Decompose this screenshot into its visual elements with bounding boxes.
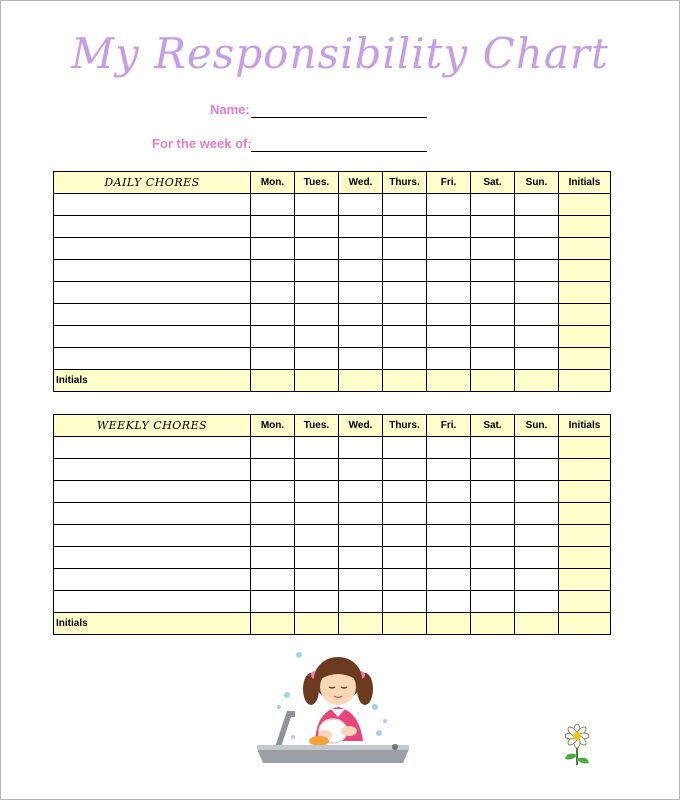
initials-cell[interactable] bbox=[559, 547, 611, 569]
day-header-sun: Sun. bbox=[515, 415, 559, 437]
bubble bbox=[277, 705, 281, 709]
initials-cell[interactable] bbox=[515, 613, 559, 635]
daily-footer-row bbox=[54, 370, 611, 392]
day-check-cell[interactable] bbox=[427, 525, 471, 547]
chore-name-cell[interactable] bbox=[54, 260, 251, 282]
initials-cell[interactable] bbox=[383, 370, 427, 392]
day-check-cell[interactable] bbox=[339, 238, 383, 260]
initials-cell[interactable] bbox=[515, 370, 559, 392]
day-check-cell[interactable] bbox=[295, 260, 339, 282]
initials-cell[interactable] bbox=[427, 370, 471, 392]
day-check-cell[interactable] bbox=[427, 304, 471, 326]
day-check-cell[interactable] bbox=[515, 547, 559, 569]
initials-cell[interactable] bbox=[383, 613, 427, 635]
bubble bbox=[291, 735, 295, 739]
day-check-cell[interactable] bbox=[471, 481, 515, 503]
chore-name-cell[interactable] bbox=[54, 591, 251, 613]
chore-row bbox=[54, 348, 611, 370]
chore-row bbox=[54, 260, 611, 282]
day-check-cell[interactable] bbox=[339, 282, 383, 304]
chore-row bbox=[54, 437, 611, 459]
day-check-cell[interactable] bbox=[383, 547, 427, 569]
day-check-cell[interactable] bbox=[251, 481, 295, 503]
day-check-cell[interactable] bbox=[515, 459, 559, 481]
day-check-cell[interactable] bbox=[251, 282, 295, 304]
initials-cell[interactable] bbox=[559, 238, 611, 260]
day-check-cell[interactable] bbox=[383, 525, 427, 547]
name-label: Name: bbox=[210, 102, 250, 117]
daily-chores-table bbox=[53, 171, 611, 392]
bubble bbox=[376, 730, 382, 736]
day-check-cell[interactable] bbox=[515, 282, 559, 304]
day-check-cell[interactable] bbox=[515, 569, 559, 591]
week-field[interactable] bbox=[251, 151, 427, 152]
day-check-cell[interactable] bbox=[339, 459, 383, 481]
day-check-cell[interactable] bbox=[427, 216, 471, 238]
day-check-cell[interactable] bbox=[515, 437, 559, 459]
day-check-cell[interactable] bbox=[251, 547, 295, 569]
day-header-sun: Sun. bbox=[515, 172, 559, 194]
day-check-cell[interactable] bbox=[427, 547, 471, 569]
page-title: My Responsibility Chart bbox=[71, 29, 609, 78]
day-check-cell[interactable] bbox=[295, 481, 339, 503]
day-check-cell[interactable] bbox=[515, 481, 559, 503]
chore-row bbox=[54, 591, 611, 613]
initials-cell[interactable] bbox=[559, 348, 611, 370]
day-header-sat: Sat. bbox=[471, 172, 515, 194]
chore-name-cell[interactable] bbox=[54, 282, 251, 304]
initials-cell[interactable] bbox=[559, 481, 611, 503]
daisy-flower-icon bbox=[559, 723, 595, 767]
leaf-right bbox=[577, 758, 589, 764]
chore-row bbox=[54, 481, 611, 503]
initials-cell[interactable] bbox=[559, 503, 611, 525]
initials-cell[interactable] bbox=[427, 613, 471, 635]
chore-name-cell[interactable] bbox=[54, 216, 251, 238]
day-check-cell[interactable] bbox=[427, 569, 471, 591]
day-check-cell[interactable] bbox=[383, 437, 427, 459]
day-check-cell[interactable] bbox=[515, 304, 559, 326]
initials-cell[interactable] bbox=[471, 613, 515, 635]
chore-row bbox=[54, 503, 611, 525]
day-check-cell[interactable] bbox=[339, 326, 383, 348]
day-check-cell[interactable] bbox=[515, 326, 559, 348]
initials-header: Initials bbox=[559, 172, 611, 194]
chore-name-cell[interactable] bbox=[54, 194, 251, 216]
chore-row bbox=[54, 547, 611, 569]
sink bbox=[257, 749, 409, 763]
weekly-chores-table bbox=[53, 414, 611, 635]
daily-initials-label: Initials bbox=[54, 370, 251, 392]
chore-name-cell[interactable] bbox=[54, 238, 251, 260]
day-check-cell[interactable] bbox=[515, 194, 559, 216]
day-check-cell[interactable] bbox=[471, 238, 515, 260]
daily-chores-header: DAILY CHORES bbox=[54, 172, 251, 194]
initials-cell[interactable] bbox=[295, 370, 339, 392]
sponge bbox=[309, 736, 329, 746]
day-check-cell[interactable] bbox=[339, 304, 383, 326]
initials-cell[interactable] bbox=[251, 613, 295, 635]
day-check-cell[interactable] bbox=[427, 348, 471, 370]
day-check-cell[interactable] bbox=[295, 547, 339, 569]
girl-washing-dishes-illustration bbox=[253, 649, 413, 767]
day-check-cell[interactable] bbox=[471, 569, 515, 591]
day-check-cell[interactable] bbox=[471, 547, 515, 569]
day-header-mon: Mon. bbox=[251, 415, 295, 437]
day-check-cell[interactable] bbox=[251, 503, 295, 525]
day-check-cell[interactable] bbox=[339, 525, 383, 547]
day-check-cell[interactable] bbox=[427, 238, 471, 260]
initials-cell[interactable] bbox=[295, 613, 339, 635]
day-check-cell[interactable] bbox=[251, 525, 295, 547]
chore-row bbox=[54, 194, 611, 216]
day-check-cell[interactable] bbox=[339, 591, 383, 613]
weekly-header-row bbox=[54, 415, 611, 437]
initials-cell[interactable] bbox=[559, 569, 611, 591]
day-check-cell[interactable] bbox=[515, 238, 559, 260]
day-check-cell[interactable] bbox=[339, 503, 383, 525]
day-check-cell[interactable] bbox=[515, 591, 559, 613]
weekly-chores-header: WEEKLY CHORES bbox=[54, 415, 251, 437]
flower-center bbox=[573, 732, 581, 740]
day-check-cell[interactable] bbox=[295, 348, 339, 370]
initials-cell[interactable] bbox=[471, 370, 515, 392]
day-check-cell[interactable] bbox=[471, 194, 515, 216]
day-check-cell[interactable] bbox=[295, 326, 339, 348]
chore-row bbox=[54, 282, 611, 304]
initials-header: Initials bbox=[559, 415, 611, 437]
initials-cell[interactable] bbox=[559, 459, 611, 481]
day-check-cell[interactable] bbox=[471, 304, 515, 326]
initials-cell[interactable] bbox=[559, 260, 611, 282]
day-check-cell[interactable] bbox=[251, 326, 295, 348]
daily-header-row bbox=[54, 172, 611, 194]
day-check-cell[interactable] bbox=[383, 459, 427, 481]
day-check-cell[interactable] bbox=[383, 348, 427, 370]
day-check-cell[interactable] bbox=[471, 525, 515, 547]
day-check-cell[interactable] bbox=[515, 525, 559, 547]
day-check-cell[interactable] bbox=[427, 260, 471, 282]
chore-row bbox=[54, 569, 611, 591]
week-label: For the week of: bbox=[152, 136, 252, 151]
day-check-cell[interactable] bbox=[427, 326, 471, 348]
day-check-cell[interactable] bbox=[251, 260, 295, 282]
day-check-cell[interactable] bbox=[383, 216, 427, 238]
bubble bbox=[284, 692, 290, 698]
chore-name-cell[interactable] bbox=[54, 459, 251, 481]
chore-row bbox=[54, 238, 611, 260]
day-header-mon: Mon. bbox=[251, 172, 295, 194]
day-check-cell[interactable] bbox=[339, 437, 383, 459]
day-header-wed: Wed. bbox=[339, 415, 383, 437]
chore-name-cell[interactable] bbox=[54, 348, 251, 370]
day-check-cell[interactable] bbox=[339, 194, 383, 216]
day-check-cell[interactable] bbox=[339, 481, 383, 503]
initials-cell[interactable] bbox=[559, 591, 611, 613]
day-check-cell[interactable] bbox=[251, 459, 295, 481]
day-check-cell[interactable] bbox=[383, 282, 427, 304]
initials-cell[interactable] bbox=[559, 370, 611, 392]
day-check-cell[interactable] bbox=[471, 282, 515, 304]
day-check-cell[interactable] bbox=[295, 459, 339, 481]
chore-name-cell[interactable] bbox=[54, 569, 251, 591]
day-check-cell[interactable] bbox=[383, 304, 427, 326]
day-check-cell[interactable] bbox=[295, 437, 339, 459]
day-check-cell[interactable] bbox=[515, 216, 559, 238]
day-check-cell[interactable] bbox=[339, 216, 383, 238]
initials-cell[interactable] bbox=[559, 326, 611, 348]
day-check-cell[interactable] bbox=[339, 547, 383, 569]
day-check-cell[interactable] bbox=[427, 591, 471, 613]
initials-cell[interactable] bbox=[559, 613, 611, 635]
day-check-cell[interactable] bbox=[295, 591, 339, 613]
day-check-cell[interactable] bbox=[471, 437, 515, 459]
bubble bbox=[296, 652, 302, 658]
chore-name-cell[interactable] bbox=[54, 547, 251, 569]
day-check-cell[interactable] bbox=[295, 569, 339, 591]
day-check-cell[interactable] bbox=[471, 326, 515, 348]
day-check-cell[interactable] bbox=[339, 569, 383, 591]
day-check-cell[interactable] bbox=[251, 591, 295, 613]
day-check-cell[interactable] bbox=[471, 216, 515, 238]
day-check-cell[interactable] bbox=[427, 194, 471, 216]
day-check-cell[interactable] bbox=[339, 260, 383, 282]
initials-cell[interactable] bbox=[559, 525, 611, 547]
day-check-cell[interactable] bbox=[427, 437, 471, 459]
day-check-cell[interactable] bbox=[383, 326, 427, 348]
day-check-cell[interactable] bbox=[515, 503, 559, 525]
day-check-cell[interactable] bbox=[471, 260, 515, 282]
hand-right bbox=[341, 726, 357, 736]
chore-row bbox=[54, 459, 611, 481]
initials-cell[interactable] bbox=[559, 282, 611, 304]
chore-row bbox=[54, 304, 611, 326]
initials-cell[interactable] bbox=[559, 216, 611, 238]
day-check-cell[interactable] bbox=[251, 216, 295, 238]
chore-name-cell[interactable] bbox=[54, 525, 251, 547]
day-check-cell[interactable] bbox=[339, 348, 383, 370]
weekly-initials-label: Initials bbox=[54, 613, 251, 635]
chore-name-cell[interactable] bbox=[54, 503, 251, 525]
day-header-fri: Fri. bbox=[427, 415, 471, 437]
bubble bbox=[372, 704, 378, 710]
day-check-cell[interactable] bbox=[383, 238, 427, 260]
day-check-cell[interactable] bbox=[251, 304, 295, 326]
day-check-cell[interactable] bbox=[427, 282, 471, 304]
day-check-cell[interactable] bbox=[251, 194, 295, 216]
day-check-cell[interactable] bbox=[383, 194, 427, 216]
chore-row bbox=[54, 525, 611, 547]
day-check-cell[interactable] bbox=[383, 260, 427, 282]
chore-name-cell[interactable] bbox=[54, 481, 251, 503]
day-check-cell[interactable] bbox=[471, 348, 515, 370]
day-check-cell[interactable] bbox=[515, 260, 559, 282]
day-check-cell[interactable] bbox=[251, 569, 295, 591]
sink-rim bbox=[257, 745, 409, 750]
day-check-cell[interactable] bbox=[251, 348, 295, 370]
day-check-cell[interactable] bbox=[471, 459, 515, 481]
faucet bbox=[275, 711, 295, 747]
day-check-cell[interactable] bbox=[295, 238, 339, 260]
chore-row bbox=[54, 326, 611, 348]
day-header-tue: Tues. bbox=[295, 415, 339, 437]
day-header-thu: Thurs. bbox=[383, 415, 427, 437]
chore-name-cell[interactable] bbox=[54, 304, 251, 326]
initials-cell[interactable] bbox=[251, 370, 295, 392]
day-check-cell[interactable] bbox=[295, 194, 339, 216]
chore-name-cell[interactable] bbox=[54, 326, 251, 348]
day-check-cell[interactable] bbox=[427, 459, 471, 481]
weekly-chore-rows bbox=[54, 437, 611, 613]
day-check-cell[interactable] bbox=[251, 437, 295, 459]
day-check-cell[interactable] bbox=[383, 569, 427, 591]
chore-row bbox=[54, 216, 611, 238]
initials-cell[interactable] bbox=[339, 370, 383, 392]
day-check-cell[interactable] bbox=[295, 525, 339, 547]
day-check-cell[interactable] bbox=[383, 591, 427, 613]
name-field[interactable] bbox=[251, 117, 427, 118]
day-check-cell[interactable] bbox=[515, 348, 559, 370]
day-header-tue: Tues. bbox=[295, 172, 339, 194]
day-check-cell[interactable] bbox=[383, 503, 427, 525]
initials-cell[interactable] bbox=[559, 437, 611, 459]
day-check-cell[interactable] bbox=[471, 591, 515, 613]
chore-name-cell[interactable] bbox=[54, 437, 251, 459]
day-header-wed: Wed. bbox=[339, 172, 383, 194]
day-check-cell[interactable] bbox=[251, 238, 295, 260]
leaf-left bbox=[565, 754, 577, 760]
day-check-cell[interactable] bbox=[471, 503, 515, 525]
day-header-fri: Fri. bbox=[427, 172, 471, 194]
day-check-cell[interactable] bbox=[427, 503, 471, 525]
day-check-cell[interactable] bbox=[295, 304, 339, 326]
day-check-cell[interactable] bbox=[295, 216, 339, 238]
initials-cell[interactable] bbox=[559, 304, 611, 326]
day-check-cell[interactable] bbox=[295, 503, 339, 525]
initials-cell[interactable] bbox=[339, 613, 383, 635]
day-check-cell[interactable] bbox=[295, 282, 339, 304]
weekly-footer-row bbox=[54, 613, 611, 635]
day-header-thu: Thurs. bbox=[383, 172, 427, 194]
initials-cell[interactable] bbox=[559, 194, 611, 216]
day-header-sat: Sat. bbox=[471, 415, 515, 437]
daily-chore-rows bbox=[54, 194, 611, 370]
day-check-cell[interactable] bbox=[383, 481, 427, 503]
bubble bbox=[383, 719, 387, 723]
day-check-cell[interactable] bbox=[427, 481, 471, 503]
sink-knob bbox=[392, 744, 398, 750]
